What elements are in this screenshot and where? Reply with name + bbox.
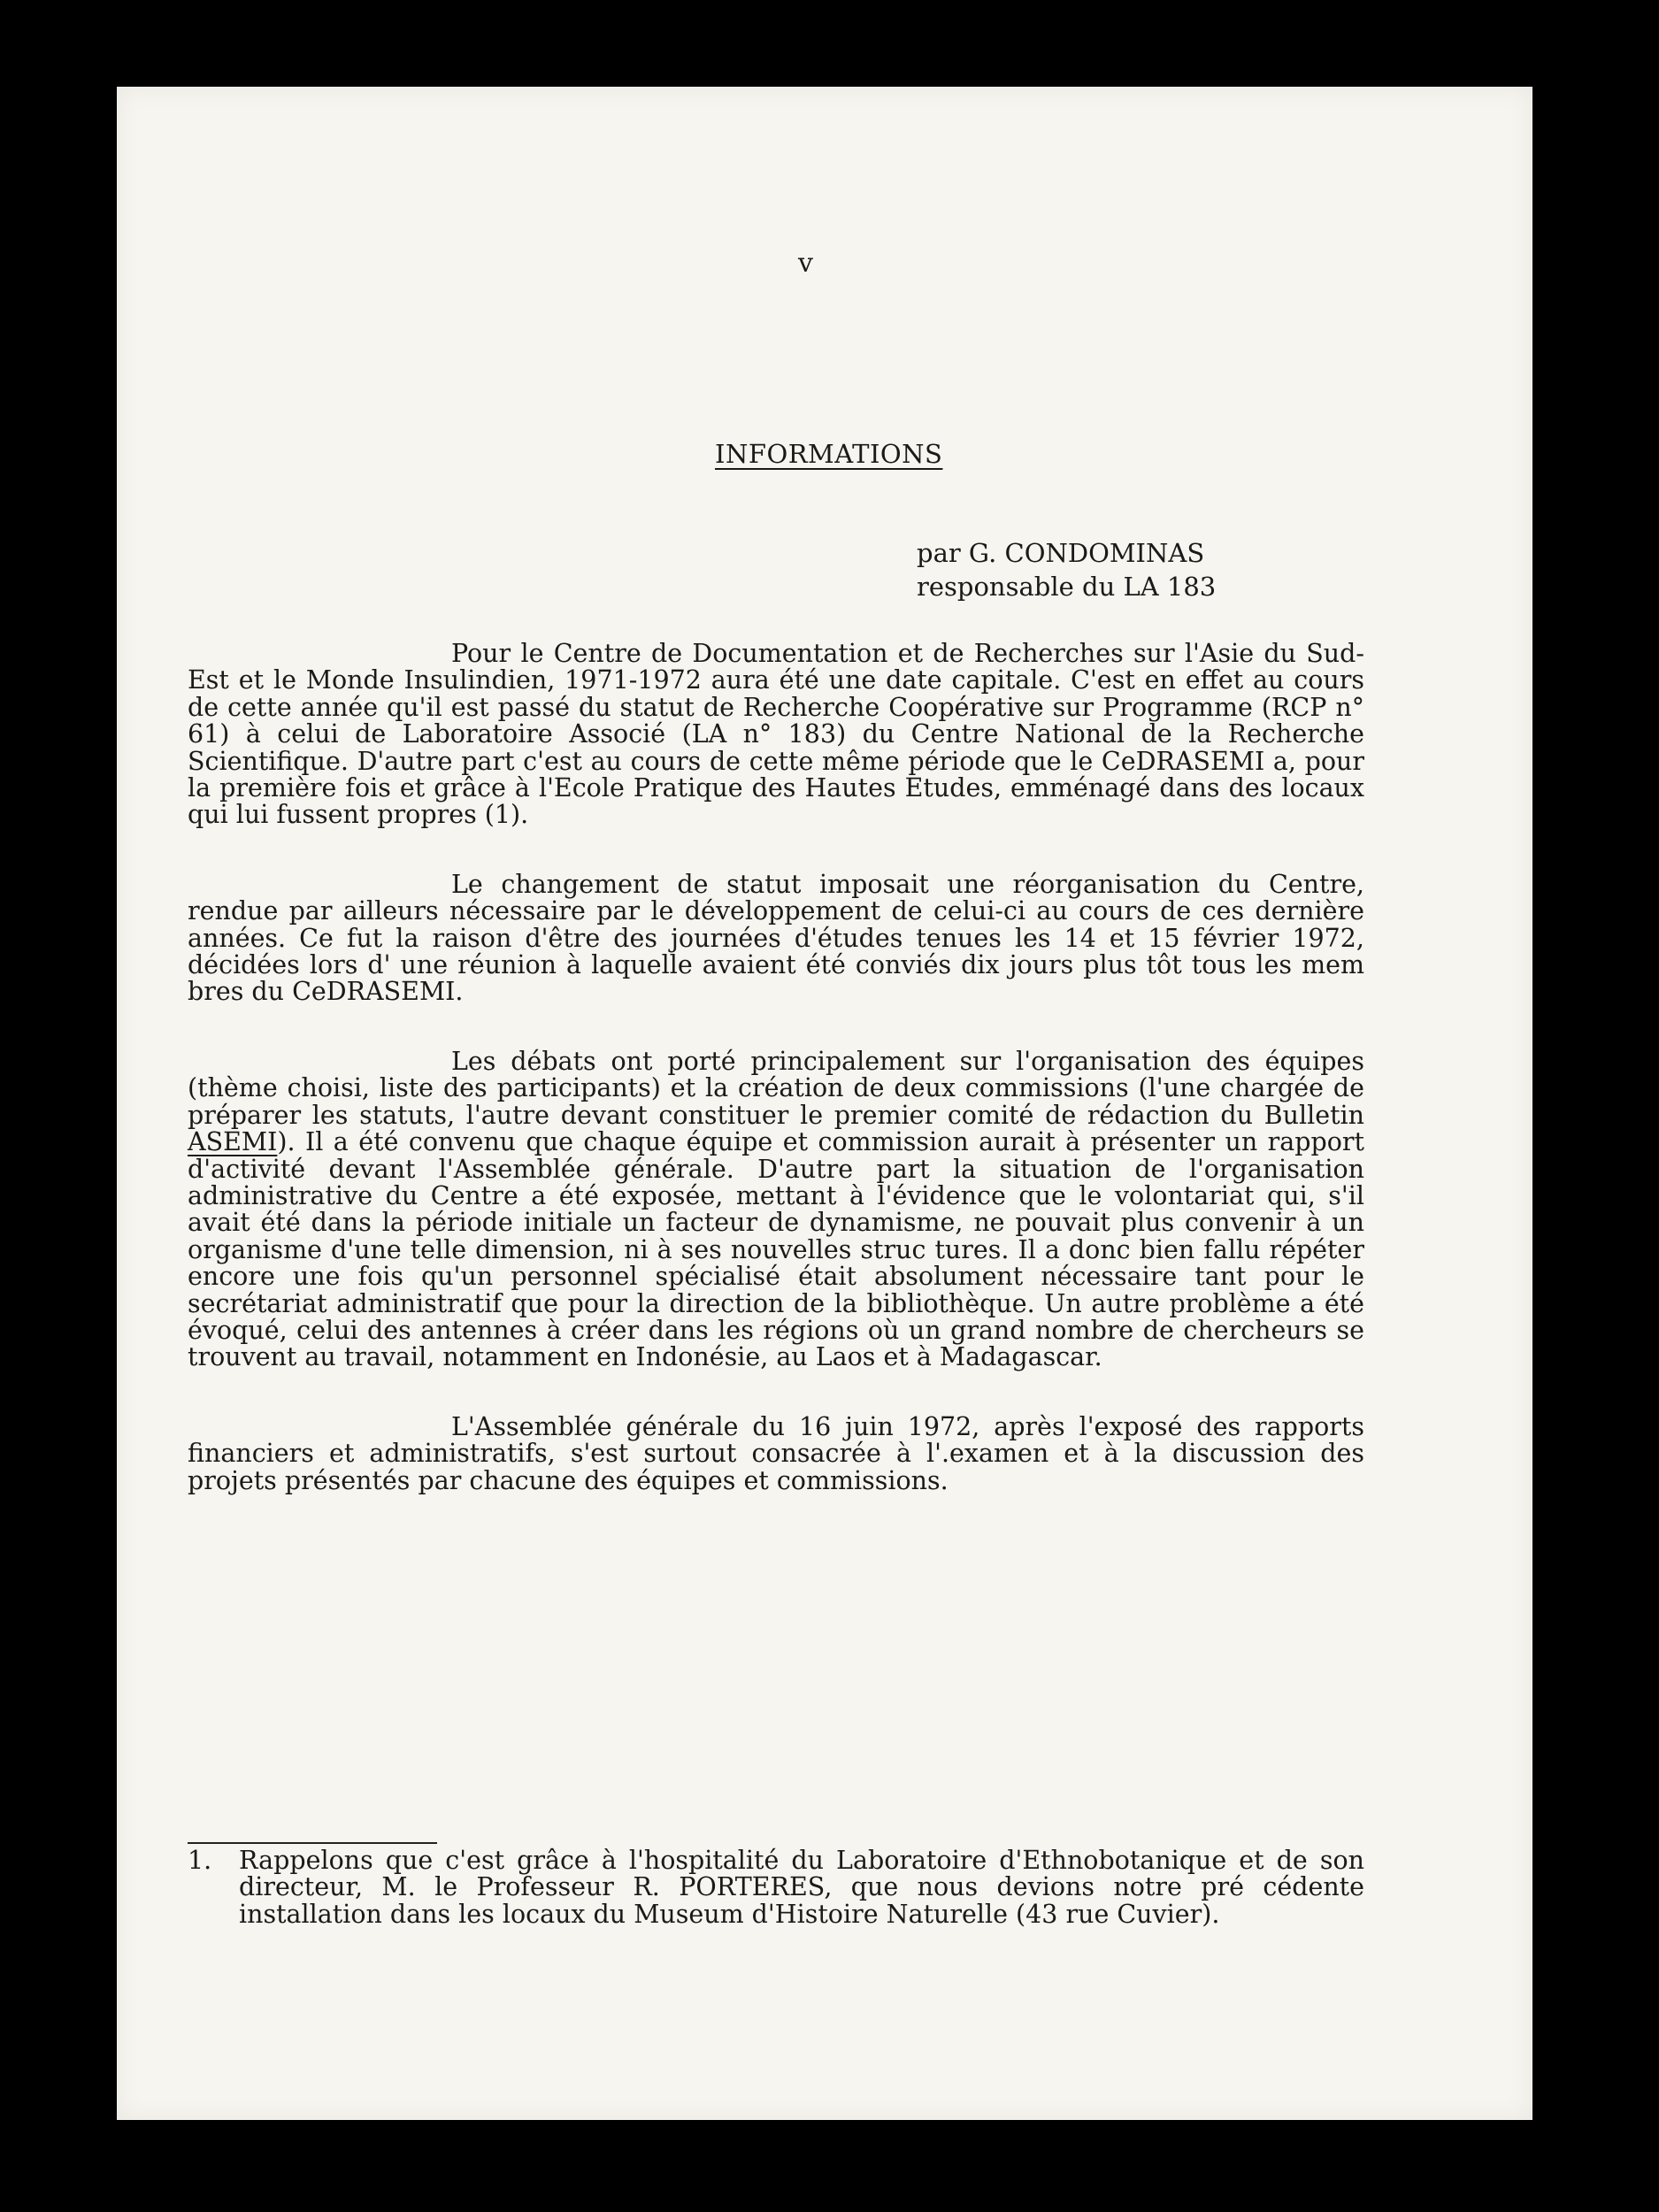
footnote-marker: 1. [188,1846,212,1875]
footnote [188,1847,1364,1928]
page-number: v [798,248,813,279]
byline [917,536,1216,603]
debates-text-before: Les débats ont porté principalement sur l'organisation des équipes (thème choisi, liste des participants) et la création de deux commissions (l'une chargée de préparer les statuts, l'autre devant constituer le premier comité de rédaction du Bulletin [188,1046,1364,1130]
paragraph-general-assembly: L'Assemblée générale du 16 juin 1972, après l'exposé des rapports financiers et administratifs, s'est surtout consacrée à l'.examen et à la discussion des projets présentés par chacune des équipes et commissions. [188,1411,1364,1495]
paragraph-intro: Pour le Centre de Documentation et de Recherches sur l'Asie du Sud-Est et le Monde Insulindien, 1971-1972 aura été une date capitale. C'est en effet au cours de cette année qu'il est passé du statut de Recherche Coopérative sur Programme (RCP n° 61) à celui de Laboratoire Associé (LA n° 183) du Centre National de la Recherche Scientifique. D'autre part c'est au cours de cette même période que le CeDRASEMI a, pour la première fois et grâce à l'Ecole Pratique des Hautes Etudes, emménagé dans des locaux qui lui fussent propres (1). [188,639,1364,830]
paragraph-reorganisation: Le changement de statut imposait une réorganisation du Centre, rendue par ailleurs nécessaire par le développement de celui-ci au cours de ces dernière années. Ce fut la raison d'être des journées d'études tenues les 14 et 15 février 1972, décidées lors d' une réunion à laquelle avaient été conviés dix jours plus tôt tous les mem bres du CeDRASEMI. [188,869,1364,1007]
paragraph-debates [188,1048,1364,1371]
bulletin-title: ASEMI [188,1127,278,1157]
article-body [188,641,1364,1537]
author-role-line: responsable du LA 183 [917,572,1217,602]
author-line: par G. CONDOMINAS [917,538,1205,568]
footnote-divider [188,1842,437,1844]
footnote-text: Rappelons que c'est grâce à l'hospitalité du Laboratoire d'Ethnobotanique et de son directeur, M. le Professeur R. PORTERES, que nous devions notre pré cédente installation dans les locaux du Museum d'Histoire Naturelle (43 rue Cuvier). [239,1846,1364,1929]
page-title: INFORMATIONS [715,439,943,469]
debates-text-after: ). Il a été convenu que chaque équipe et commission aurait à présenter un rapport d'activité devant l'Assemblée générale. D'autre part la situation de l'organisation administrative du Centre a été exposée, mettant à l'évidence que le volontariat qui, s'il avait été dans la période initiale un facteur de dynamisme, ne pouvait plus convenir à un organisme d'une telle dimension, ni à ses nouvelles struc tures. Il a donc bien fallu répéter encore une fois qu'un personnel spécialisé était absolument nécessaire tant pour le secrétariat administratif que pour la direction de la bibliothèque. Un autre problème a été évoqué, celui des antennes à créer dans les régions où un grand nombre de chercheurs se trouvent au travail, notamment en Indonésie, au Laos et à Madagascar. [188,1127,1364,1372]
